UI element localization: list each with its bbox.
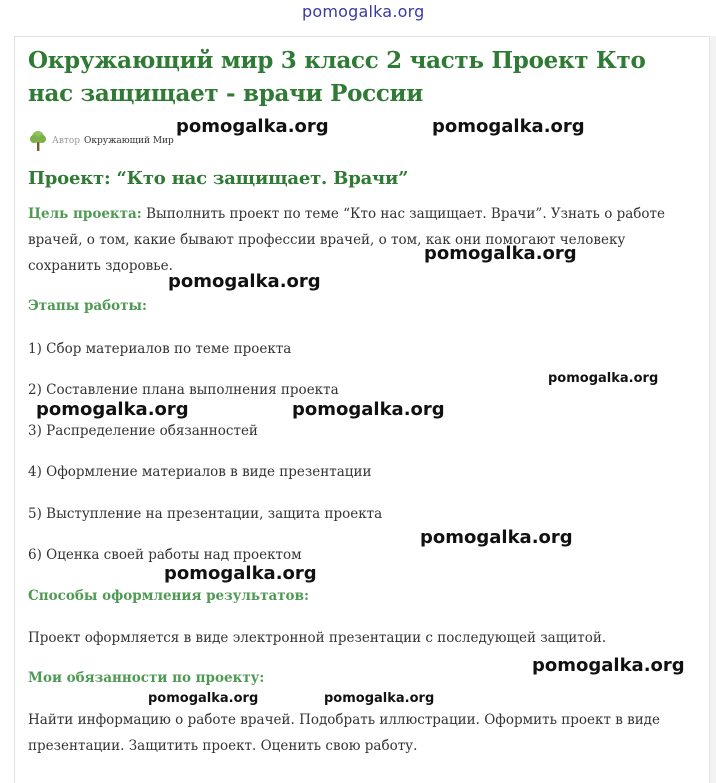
stage-item: 2) Составление плана выполнения проекта xyxy=(28,382,339,398)
watermark: pomogalka.org xyxy=(432,116,585,137)
article-title: Окружающий мир 3 класс 2 часть Проект Кто нас защищает - врачи России xyxy=(28,47,646,107)
watermark: pomogalka.org xyxy=(292,399,445,420)
watermark: pomogalka.org xyxy=(420,527,573,548)
author-name[interactable]: Окружающий Мир xyxy=(84,136,174,146)
goal-label: Цель проекта: xyxy=(28,206,142,222)
stage-item: 4) Оформление материалов в виде презентации xyxy=(28,464,372,480)
stage-item: 6) Оценка своей работы над проектом xyxy=(28,547,302,563)
stages-label xyxy=(28,293,683,319)
author-label: Автор xyxy=(52,136,81,146)
stages-label-text: Этапы работы: xyxy=(28,298,148,314)
watermark: pomogalka.org xyxy=(176,116,329,137)
stage-item: 1) Сбор материалов по теме проекта xyxy=(28,341,292,357)
stage-item: 3) Распределение обязанностей xyxy=(28,423,258,439)
scrollbar[interactable] xyxy=(709,36,716,783)
methods-text: Проект оформляется в виде электронной презентации с последующей защитой. xyxy=(28,630,607,646)
project-heading: Проект: “Кто нас защищает. Врачи” xyxy=(28,168,409,189)
watermark: pomogalka.org xyxy=(424,243,577,264)
watermark: pomogalka.org xyxy=(164,563,317,584)
watermark: pomogalka.org xyxy=(548,371,659,386)
goal-text: Выполнить проект по теме “Кто нас защищает. Врачи”. Узнать о работе врачей, о том, какие бывают профессии врачей, о том, как они помогают человеку сохранить здоровье. xyxy=(28,206,666,274)
watermark: pomogalka.org xyxy=(168,271,321,292)
article-meta xyxy=(28,130,174,152)
watermark: pomogalka.org xyxy=(324,691,435,706)
methods-label-text: Способы оформления результатов: xyxy=(28,588,309,604)
watermark: pomogalka.org xyxy=(532,655,685,676)
stage-item: 5) Выступление на презентации, защита проекта xyxy=(28,506,383,522)
duties-label-text: Мои обязанности по проекту: xyxy=(28,670,265,686)
goal-paragraph xyxy=(28,201,683,279)
watermark: pomogalka.org xyxy=(148,691,259,706)
methods-label xyxy=(28,583,683,609)
duties-text: Найти информацию о работе врачей. Подобрать иллюстрации. Оформить проект в виде презентации. Защитить проект. Оценить свою работу. xyxy=(28,712,660,754)
site-watermark-top: pomogalka.org xyxy=(302,2,425,21)
tree-icon xyxy=(28,130,48,152)
watermark: pomogalka.org xyxy=(36,399,189,420)
